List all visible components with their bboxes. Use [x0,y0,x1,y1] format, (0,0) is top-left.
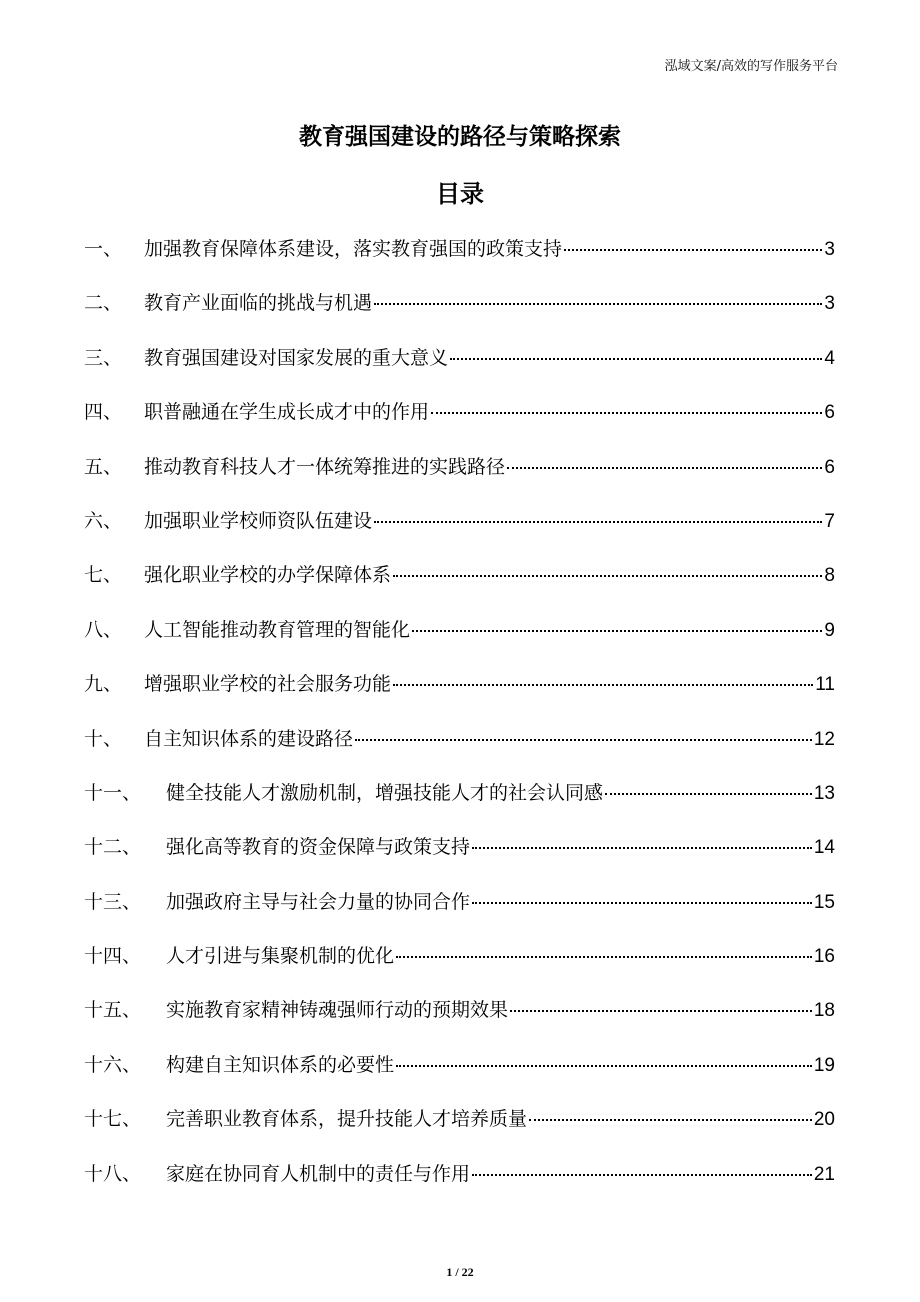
toc-entry-title: 加强职业学校师资队伍建设 [144,509,373,532]
toc-dot-leader [355,738,812,741]
toc-entry-page: 15 [813,891,835,913]
toc-entry-number: 十、 [84,727,123,750]
toc-entry-number: 九、 [84,673,123,696]
toc-entry-number: 十一、 [84,781,142,804]
toc-entry[interactable] [84,281,835,335]
toc-entry-number: 八、 [84,618,123,641]
toc-entry-number: 十三、 [84,890,142,913]
toc-entry-page: 12 [813,728,835,750]
toc-dot-leader [605,792,812,795]
toc-dot-leader [393,574,822,577]
toc-entry-title: 人工智能推动教育管理的智能化 [144,618,411,641]
toc-entry-title: 强化职业学校的办学保障体系 [144,564,392,587]
toc-dot-leader [396,1064,812,1067]
toc-entry-number: 十四、 [84,945,142,968]
toc-entry-page: 19 [813,1054,835,1076]
toc-entry-title: 教育强国建设对国家发展的重大意义 [144,346,449,369]
toc-entry-page: 14 [813,837,835,859]
toc-entry-page: 18 [813,1000,835,1022]
toc-entry-title: 完善职业教育体系，提升技能人才培养质量 [166,1108,528,1131]
toc-entry-number: 十八、 [84,1162,142,1185]
toc-dot-leader [374,520,822,523]
toc-entry-number: 二、 [84,292,123,315]
table-of-contents [84,227,835,1206]
toc-dot-leader [529,1118,812,1121]
toc-dot-leader [472,846,812,849]
toc-entry-page: 3 [824,293,835,315]
toc-entry-title: 加强教育保障体系建设，落实教育强国的政策支持 [144,238,563,260]
toc-entry[interactable] [84,608,835,662]
toc-dot-leader [412,629,822,632]
toc-entry-page: 16 [813,946,835,968]
toc-entry-page: 20 [813,1109,835,1131]
toc-entry-page: 21 [813,1163,835,1185]
toc-entry-title: 实施教育家精神铸魂强师行动的预期效果 [166,999,509,1022]
toc-entry-title: 增强职业学校的社会服务功能 [144,673,392,696]
toc-entry-page: 4 [824,347,835,369]
toc-dot-leader [450,357,822,360]
toc-entry[interactable] [84,771,835,825]
toc-entry-page: 3 [824,239,835,260]
toc-entry[interactable] [84,880,835,934]
toc-dot-leader [396,955,812,958]
toc-entry-number: 四、 [84,401,123,424]
toc-heading: 目录 [436,180,484,208]
toc-entry[interactable] [84,988,835,1042]
toc-dot-leader [510,1009,812,1012]
toc-entry[interactable] [84,227,835,281]
toc-dot-leader [393,683,813,686]
page-indicator: 1 / 22 [446,1265,474,1279]
toc-entry-number: 五、 [84,455,123,478]
toc-entry-number: 十七、 [84,1108,142,1131]
header-text: 泓域文案/高效的写作服务平台 [664,59,838,74]
toc-entry-title: 推动教育科技人才一体统筹推进的实践路径 [144,455,506,478]
toc-dot-leader [472,1173,812,1176]
document-title: 教育强国建设的路径与策略探索 [299,124,621,150]
toc-entry[interactable] [84,1152,835,1206]
toc-entry[interactable] [84,390,835,444]
toc-entry-title: 教育产业面临的挑战与机遇 [144,292,373,315]
toc-entry-title: 强化高等教育的资金保障与政策支持 [166,836,471,859]
toc-entry-page: 7 [824,510,835,532]
toc-dot-leader [564,248,822,251]
toc-entry-title: 构建自主知识体系的必要性 [166,1053,395,1076]
toc-entry[interactable] [84,934,835,988]
toc-entry-number: 六、 [84,509,123,532]
toc-entry-number: 一、 [84,238,123,260]
toc-entry[interactable] [84,1043,835,1097]
toc-entry-page: 11 [815,674,835,696]
toc-dot-leader [507,466,822,469]
toc-entry-number: 十六、 [84,1053,142,1076]
toc-entry-title: 加强政府主导与社会力量的协同合作 [166,890,471,913]
toc-entry[interactable] [84,717,835,771]
toc-entry-page: 13 [813,782,835,804]
toc-entry[interactable] [84,1097,835,1151]
toc-entry-page: 8 [824,565,835,587]
toc-entry-title: 职普融通在学生成长成才中的作用 [144,401,430,424]
toc-entry-page: 6 [824,456,835,478]
toc-entry[interactable] [84,499,835,553]
toc-entry[interactable] [84,825,835,879]
toc-entry-number: 三、 [84,346,123,369]
toc-entry[interactable] [84,336,835,390]
toc-entry-page: 9 [824,619,835,641]
toc-entry-title: 人才引进与集聚机制的优化 [166,945,395,968]
toc-entry-title: 家庭在协同育人机制中的责任与作用 [166,1162,471,1185]
toc-entry[interactable] [84,553,835,607]
toc-entry-number: 十二、 [84,836,142,859]
toc-dot-leader [431,411,822,414]
toc-entry[interactable] [84,662,835,716]
toc-entry-title: 自主知识体系的建设路径 [144,727,354,750]
toc-entry[interactable] [84,445,835,499]
toc-dot-leader [374,302,822,305]
toc-entry-page: 6 [824,402,835,424]
toc-entry-number: 七、 [84,564,123,587]
toc-entry-title: 健全技能人才激励机制，增强技能人才的社会认同感 [166,781,604,804]
toc-dot-leader [472,901,812,904]
toc-entry-number: 十五、 [84,999,142,1022]
